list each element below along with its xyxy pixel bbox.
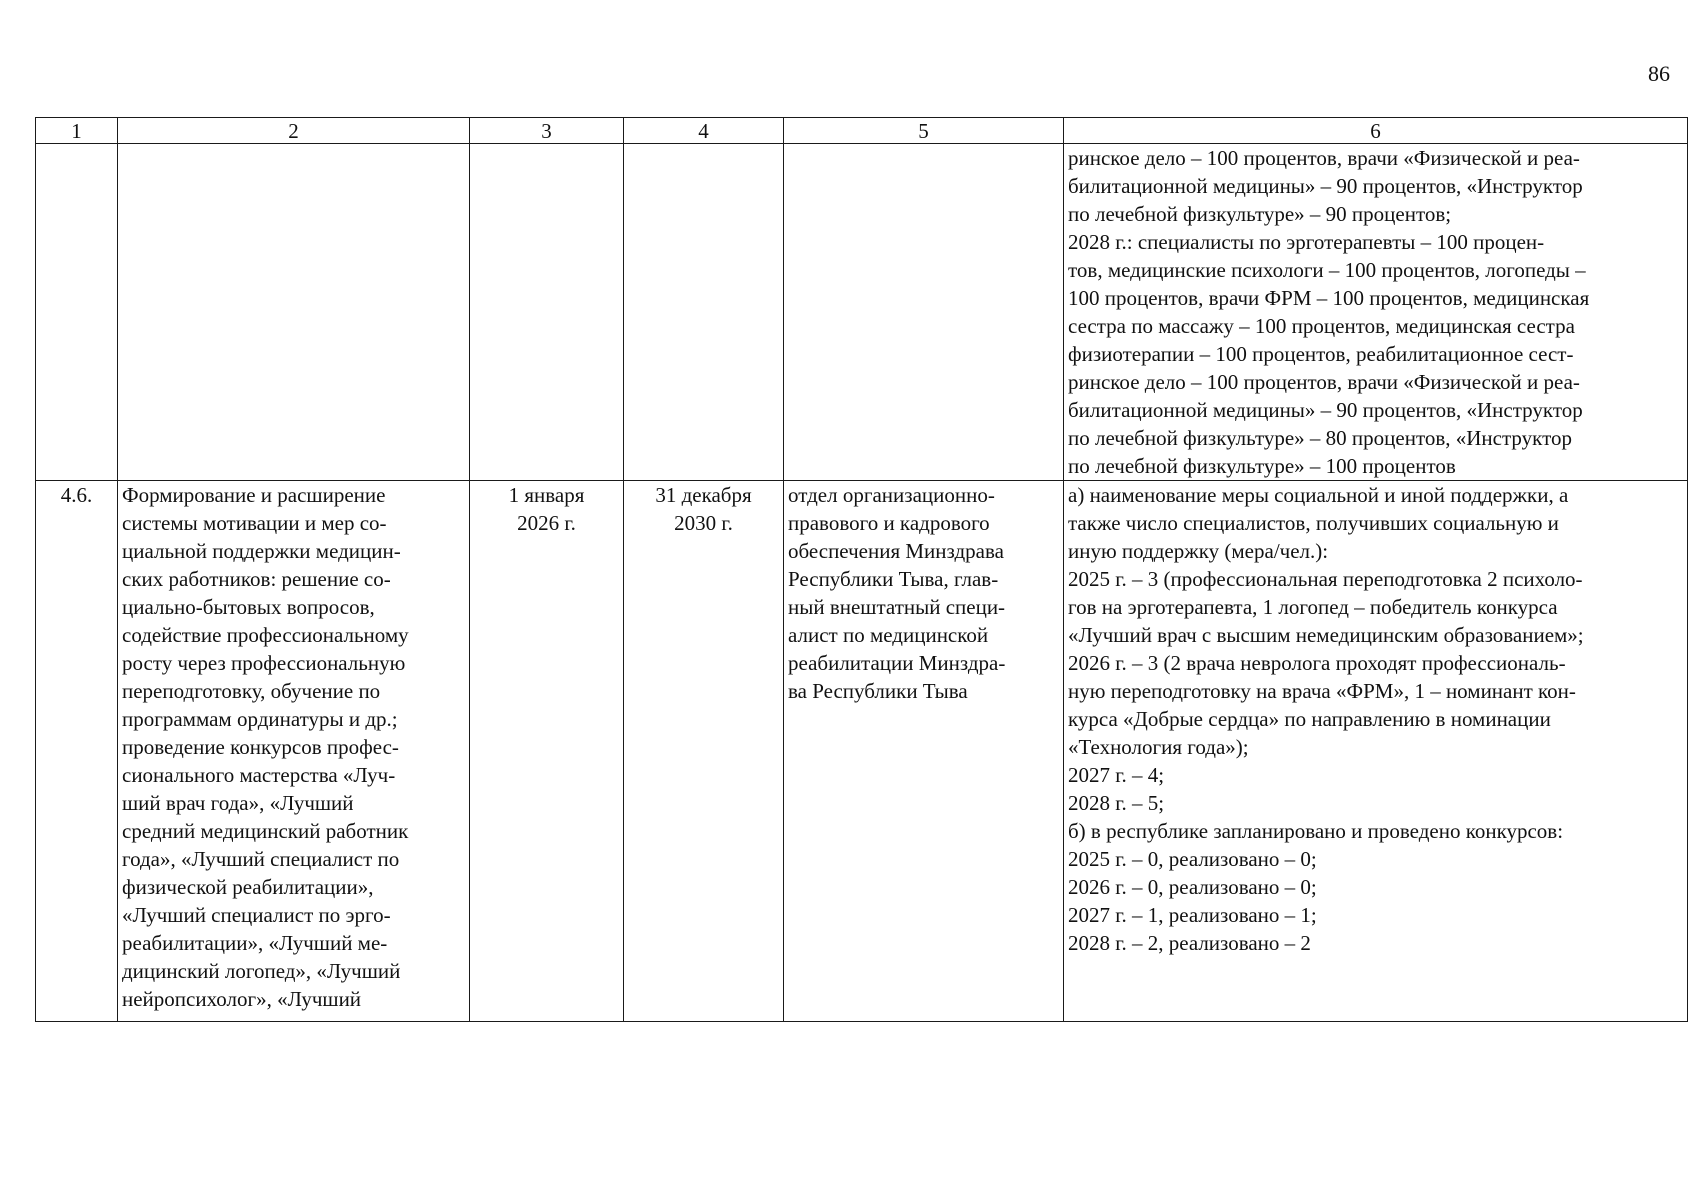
text-line: также число специалистов, получивших социальную и xyxy=(1068,511,1559,535)
text-line: ринское дело – 100 процентов, врачи «Физической и реа- xyxy=(1068,146,1580,170)
text-line: реабилитации», «Лучший ме- xyxy=(122,931,388,955)
text-line: курса «Добрые сердца» по направлению в номинации xyxy=(1068,707,1551,731)
text-line: а) наименование меры социальной и иной поддержки, а xyxy=(1068,483,1569,507)
table-header xyxy=(36,118,1688,144)
text-line: билитационной медицины» – 90 процентов, «Инструктор xyxy=(1068,398,1583,422)
column-header-3: 3 xyxy=(470,118,624,144)
text-line: 2028 г. – 2, реализовано – 2 xyxy=(1068,931,1311,955)
text-line: ринское дело – 100 процентов, врачи «Физической и реа- xyxy=(1068,370,1580,394)
text-line: «Лучший врач с высшим немедицинским образованием»; xyxy=(1068,623,1584,647)
column-header-1: 1 xyxy=(36,118,118,144)
cell-indicators xyxy=(1064,481,1688,1022)
text-line: сионального мастерства «Луч- xyxy=(122,763,396,787)
text-line: по лечебной физкультуре» – 90 процентов; xyxy=(1068,202,1452,226)
column-header-6: 6 xyxy=(1064,118,1688,144)
text-line: 2027 г. – 1, реализовано – 1; xyxy=(1068,903,1317,927)
text-line: ную переподготовку на врача «ФРМ», 1 – номинант кон- xyxy=(1068,679,1576,703)
text-line: циальной поддержки медицин- xyxy=(122,539,401,563)
text-line: ший врач года», «Лучший xyxy=(122,791,354,815)
text-line: 2030 г. xyxy=(674,511,733,535)
text-line: Республики Тыва, глав- xyxy=(788,567,999,591)
text-line: системы мотивации и мер со- xyxy=(122,511,387,535)
cell-measure xyxy=(118,481,470,1022)
page-number: 86 xyxy=(1648,61,1670,86)
text-line: 2027 г. – 4; xyxy=(1068,763,1165,787)
text-line: содействие профессиональному xyxy=(122,623,409,647)
table-row-continuation xyxy=(36,144,1688,481)
table-row-4-6 xyxy=(36,481,1688,1022)
column-header-2: 2 xyxy=(118,118,470,144)
text-line: переподготовку, обучение по xyxy=(122,679,381,703)
text-line: нейропсихолог», «Лучший xyxy=(122,987,362,1011)
text-line: гов на эрготерапевта, 1 логопед – победитель конкурса xyxy=(1068,595,1558,619)
text-line: 2026 г. – 0, реализовано – 0; xyxy=(1068,875,1317,899)
text-line: росту через профессиональную xyxy=(122,651,406,675)
text-line: 2025 г. – 0, реализовано – 0; xyxy=(1068,847,1317,871)
text-line: года», «Лучший специалист по xyxy=(122,847,400,871)
text-line: реабилитации Минздра- xyxy=(788,651,1006,675)
text-line: 2026 г. – 3 (2 врача невролога проходят профессиональ- xyxy=(1068,651,1566,675)
text-line: проведение конкурсов профес- xyxy=(122,735,399,759)
text-line: средний медицинский работник xyxy=(122,819,409,843)
text-line: Формирование и расширение xyxy=(122,483,386,507)
cell-end-empty xyxy=(624,144,784,481)
text-line: 100 процентов, врачи ФРМ – 100 процентов, медицинская xyxy=(1068,286,1590,310)
text-line: иную поддержку (мера/чел.): xyxy=(1068,539,1329,563)
cell-end-date xyxy=(624,481,784,1022)
text-line: ва Республики Тыва xyxy=(788,679,968,703)
cell-start-date xyxy=(470,481,624,1022)
text-line: программам ординатуры и др.; xyxy=(122,707,398,731)
text-line: физиотерапии – 100 процентов, реабилитационное сест- xyxy=(1068,342,1574,366)
text-line: б) в республике запланировано и проведено конкурсов: xyxy=(1068,819,1564,843)
text-line: физической реабилитации», xyxy=(122,875,374,899)
text-line: ских работников: решение со- xyxy=(122,567,391,591)
text-line: 2025 г. – 3 (профессиональная переподготовка 2 психоло- xyxy=(1068,567,1583,591)
text-line: сестра по массажу – 100 процентов, медицинская сестра xyxy=(1068,314,1575,338)
text-line: ный внештатный специ- xyxy=(788,595,1006,619)
text-line: обеспечения Минздрава xyxy=(788,539,1004,563)
cell-start-empty xyxy=(470,144,624,481)
column-header-4: 4 xyxy=(624,118,784,144)
cell-number-empty xyxy=(36,144,118,481)
text-line: билитационной медицины» – 90 процентов, «Инструктор xyxy=(1068,174,1583,198)
header-row xyxy=(36,118,1688,144)
text-line: 2028 г. – 5; xyxy=(1068,791,1165,815)
plan-table xyxy=(35,117,1688,1022)
text-line: «Технология года»); xyxy=(1068,735,1249,759)
text-line: 2026 г. xyxy=(517,511,576,535)
text-line: 1 января xyxy=(508,483,585,507)
text-line: правового и кадрового xyxy=(788,511,990,535)
column-header-5: 5 xyxy=(784,118,1064,144)
cell-responsible-empty xyxy=(784,144,1064,481)
text-line: тов, медицинские психологи – 100 процентов, логопеды – xyxy=(1068,258,1586,282)
cell-number: 4.6. xyxy=(36,481,118,1022)
text-line: 2028 г.: специалисты по эрготерапевты – 100 процен- xyxy=(1068,230,1545,254)
cell-measure-empty xyxy=(118,144,470,481)
cell-responsible xyxy=(784,481,1064,1022)
text-line: по лечебной физкультуре» – 80 процентов, «Инструктор xyxy=(1068,426,1572,450)
text-line: циально-бытовых вопросов, xyxy=(122,595,375,619)
text-line: алист по медицинской xyxy=(788,623,989,647)
text-line: 31 декабря xyxy=(655,483,752,507)
cell-indicators-continuation xyxy=(1064,144,1688,481)
text-line: «Лучший специалист по эрго- xyxy=(122,903,391,927)
text-line: дицинский логопед», «Лучший xyxy=(122,959,401,983)
text-line: отдел организационно- xyxy=(788,483,995,507)
text-line: по лечебной физкультуре» – 100 процентов xyxy=(1068,454,1456,478)
